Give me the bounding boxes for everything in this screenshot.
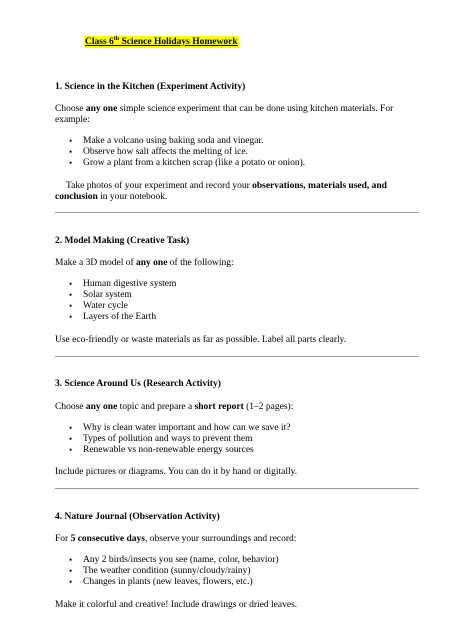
section-divider bbox=[55, 356, 419, 357]
list-item: • Solar system bbox=[55, 290, 176, 301]
section-4-outro: Make it colorful and creative! Include drawings or dried leaves. bbox=[55, 600, 298, 610]
section-1-intro-line2: example: bbox=[55, 115, 90, 125]
title-suffix: Science Holidays Homework bbox=[119, 37, 238, 47]
section-3-intro: Choose any one topic and prepare a short report (1–2 pages): bbox=[55, 402, 294, 412]
section-divider bbox=[55, 488, 419, 489]
section-2-heading: 2. Model Making (Creative Task) bbox=[55, 236, 190, 246]
list-item: • Renewable vs non-renewable energy sources bbox=[55, 445, 290, 456]
list-item: • Grow a plant from a kitchen scrap (like a potato or onion). bbox=[55, 158, 305, 169]
title-prefix: Class 6 bbox=[85, 37, 114, 47]
section-2-outro: Use eco-friendly or waste materials as far as possible. Label all parts clearly. bbox=[55, 335, 347, 345]
list-item: • Why is clean water important and how can we save it? bbox=[55, 423, 290, 434]
section-2-list bbox=[55, 279, 176, 323]
title-superscript: th bbox=[113, 35, 120, 42]
list-item: • Layers of the Earth bbox=[55, 312, 176, 323]
list-item: • Observe how salt affects the melting of ice. bbox=[55, 147, 305, 158]
section-divider bbox=[55, 212, 419, 213]
section-4-list bbox=[55, 555, 279, 588]
section-1-intro-line1: Choose any one simple science experiment that can be done using kitchen materials. For bbox=[55, 104, 394, 114]
list-item: • Types of pollution and ways to prevent them bbox=[55, 434, 290, 445]
document-title bbox=[84, 36, 239, 48]
section-4-intro: For 5 consecutive days, observe your surroundings and record: bbox=[55, 534, 297, 544]
list-item: • Make a volcano using baking soda and vinegar. bbox=[55, 136, 305, 147]
list-item: • Any 2 birds/insects you see (name, color, behavior) bbox=[55, 555, 279, 566]
section-1-outro-line2: conclusion in your notebook. bbox=[55, 192, 168, 202]
list-item: • Changes in plants (new leaves, flowers, etc.) bbox=[55, 577, 279, 588]
list-item: • Human digestive system bbox=[55, 279, 176, 290]
section-1-heading: 1. Science in the Kitchen (Experiment Activity) bbox=[55, 82, 246, 92]
section-3-list bbox=[55, 423, 290, 456]
section-4-heading: 4. Nature Journal (Observation Activity) bbox=[55, 512, 220, 522]
section-3-outro: Include pictures or diagrams. You can do it by hand or digitally. bbox=[55, 467, 298, 477]
section-2-intro: Make a 3D model of any one of the following: bbox=[55, 258, 234, 268]
list-item: • The weather condition (sunny/cloudy/rainy) bbox=[55, 566, 279, 577]
section-1-outro-line1: Take photos of your experiment and record your observations, materials used, and bbox=[66, 181, 387, 191]
section-1-list bbox=[55, 136, 305, 169]
section-3-heading: 3. Science Around Us (Research Activity) bbox=[55, 379, 221, 389]
list-item: • Water cycle bbox=[55, 301, 176, 312]
